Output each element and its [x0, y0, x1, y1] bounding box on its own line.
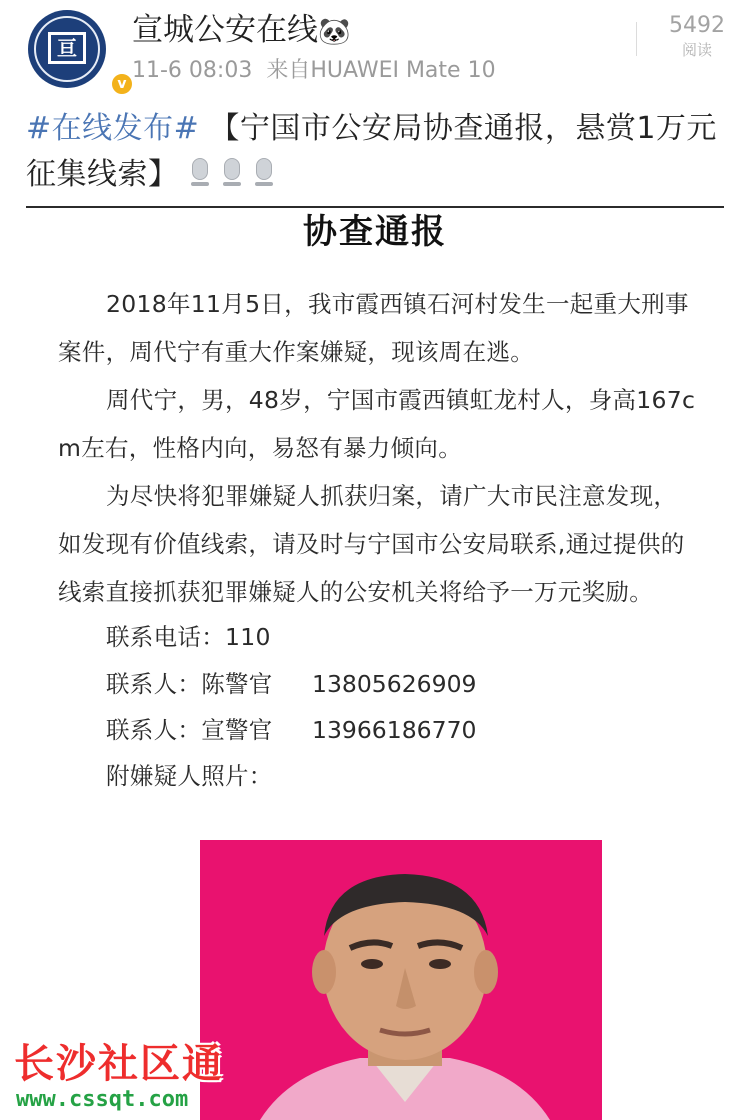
account-avatar-icon[interactable]	[28, 10, 127, 92]
microphone-icon	[253, 158, 275, 188]
notice-line: 如发现有价值线索，请及时与宁国市公安局联系,通过提供的	[58, 530, 685, 558]
contact-phone: 13805626909	[312, 670, 477, 698]
avatar-seal-glyph: 亘	[48, 32, 86, 64]
watermark-name: 长沙社区通	[14, 1041, 224, 1087]
read-count: 5492	[669, 13, 725, 38]
watermark-url: www.cssqt.com	[16, 1087, 189, 1112]
notice-hotline: 联系电话：110	[106, 623, 271, 651]
suspect-portrait	[200, 840, 602, 1120]
post-source: 来自HUAWEI Mate 10	[266, 58, 496, 83]
photo-label: 附嫌疑人照片：	[106, 762, 273, 790]
panda-emoji-icon: 🐼	[318, 17, 351, 47]
account-name-text: 宣城公安在线	[132, 12, 318, 48]
verified-badge-icon: v	[110, 72, 134, 96]
notice-line: 案件，周代宁有重大作案嫌疑，现该周在逃。	[58, 338, 534, 366]
notice-line: 线索直接抓获犯罪嫌疑人的公安机关将给予一万元奖励。	[58, 578, 653, 606]
post-title: 【宁国市公安局协查通报，悬赏1万元征集线索】	[26, 111, 717, 192]
post-text	[26, 106, 730, 198]
image-top-rule	[26, 206, 724, 208]
microphone-icon	[189, 158, 211, 188]
notice-line: m左右，性格内向，易怒有暴力倾向。	[58, 434, 462, 462]
post-meta	[132, 56, 496, 86]
notice-line: 2018年11月5日，我市霞西镇石河村发生一起重大刑事	[106, 290, 689, 318]
header-divider	[636, 22, 637, 56]
suspect-photo	[200, 840, 602, 1120]
contact-phone: 13966186770	[312, 716, 477, 744]
post-time: 11-6 08:03	[132, 58, 253, 83]
notice-line: 为尽快将犯罪嫌疑人抓获归案，请广大市民注意发现，	[106, 482, 678, 510]
contact-label: 联系人：陈警官	[106, 670, 273, 698]
notice-line: 周代宁，男，48岁，宁国市霞西镇虹龙村人，身高167c	[106, 386, 696, 414]
hashtag-link[interactable]: #在线发布#	[26, 111, 200, 146]
notice-title: 协查通报	[303, 212, 447, 252]
account-name[interactable]	[132, 10, 350, 52]
read-label: 阅读	[681, 41, 712, 59]
microphone-icon	[221, 158, 243, 188]
contact-label: 联系人：宣警官	[106, 716, 273, 744]
